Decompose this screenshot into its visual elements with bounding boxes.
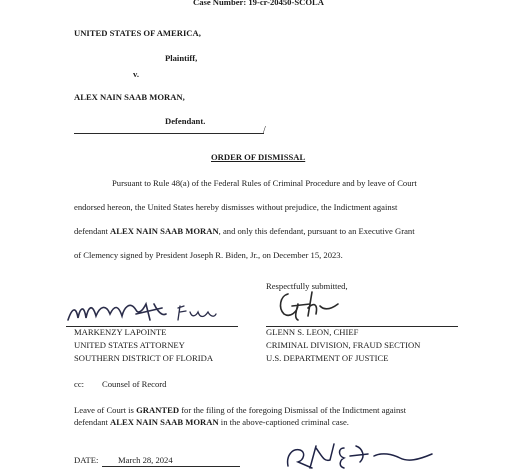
- right-signer-title-1: CRIMINAL DIVISION, FRAUD SECTION: [266, 340, 421, 350]
- date-label: DATE:: [74, 455, 99, 465]
- order-body-line-3: defendant ALEX NAIN SAAB MORAN, and only this defendant, pursuant to an Executive Grant: [74, 226, 415, 236]
- right-signer-title-2: U.S. DEPARTMENT OF JUSTICE: [266, 353, 389, 363]
- order-body-line-1: Pursuant to Rule 48(a) of the Federal Rules of Criminal Procedure and by leave of Court: [112, 178, 417, 188]
- granted-word: GRANTED: [136, 405, 180, 415]
- cc-label: cc:: [74, 379, 85, 389]
- right-signer-name: GLENN S. LEON, CHIEF: [266, 327, 359, 337]
- case-number: Case Number: 19-cr-20450-SCOLA: [193, 0, 324, 7]
- order-body-line-4: of Clemency signed by President Joseph R. Biden, Jr., on December 15, 2023.: [74, 250, 343, 260]
- versus-label: v.: [133, 69, 139, 79]
- date-value: March 28, 2024: [118, 455, 173, 465]
- caption-slash: /: [263, 125, 266, 136]
- cc-value: Counsel of Record: [102, 379, 167, 389]
- judge-signature: [282, 436, 442, 470]
- left-signer-title-2: SOUTHERN DISTRICT OF FLORIDA: [74, 353, 214, 363]
- date-line: [102, 466, 240, 467]
- plaintiff-name: UNITED STATES OF AMERICA,: [74, 28, 201, 38]
- caption-rule: [74, 133, 264, 134]
- lapointe-signature: [66, 290, 246, 330]
- leon-signature: [268, 286, 378, 326]
- order-body-line-2: endorsed hereon, the United States hereby dismisses without prejudice, the Indictment against: [74, 202, 398, 212]
- leave-line-2: defendant ALEX NAIN SAAB MORAN in the above-captioned criminal case.: [74, 417, 349, 427]
- defendant-role: Defendant.: [165, 116, 206, 126]
- defendant-name: ALEX NAIN SAAB MORAN,: [74, 92, 185, 102]
- leave-line-1: Leave of Court is GRANTED for the filing of the foregoing Dismissal of the Indictment against: [74, 405, 407, 415]
- left-signer-title-1: UNITED STATES ATTORNEY: [74, 340, 185, 350]
- order-title: ORDER OF DISMISSAL: [211, 152, 306, 162]
- plaintiff-role: Plaintiff,: [165, 53, 198, 63]
- left-signer-name: MARKENZY LAPOINTE: [74, 327, 167, 337]
- respectfully-submitted: Respectfully submitted,: [266, 281, 348, 291]
- defendant-name-inline-2: ALEX NAIN SAAB MORAN: [110, 417, 219, 427]
- defendant-name-inline: ALEX NAIN SAAB MORAN: [110, 226, 219, 236]
